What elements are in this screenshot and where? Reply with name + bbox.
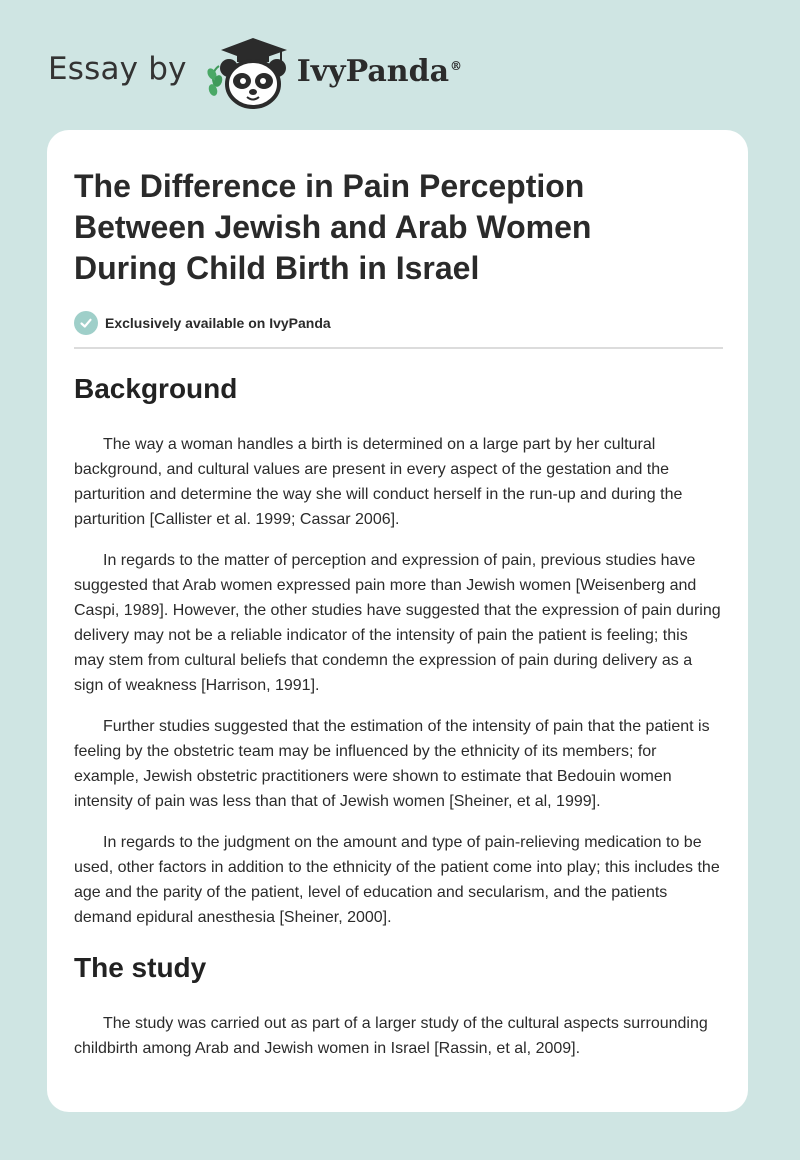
paragraph: The way a woman handles a birth is determined on a large part by her cultural background, and cultural values are present in every aspect of the gestation and the parturition and determine the way she will conduct herself in the run-up and during the parturition [Callister et al. 1999; Cassar 2006].	[74, 436, 683, 528]
site-header	[48, 34, 462, 110]
essay-card	[47, 130, 748, 1112]
essay-title: The Difference in Pain Perception Between Jewish and Arab Women During Child Birth in Israel	[74, 168, 592, 286]
registered-mark: ®	[450, 58, 463, 73]
exclusive-badge	[74, 311, 722, 335]
paragraph: In regards to the matter of perception and expression of pain, previous studies have suggested that Arab women expressed pain more than Jewish women [Weisenberg and Caspi, 1989]. However, the other studies have suggested that the expression of pain during delivery may not be a reliable indicator of the intensity of pain the patient is feeling; this may stem from cultural beliefs that condemn the expression of pain during delivery as a sign of weakness [Harrison, 1991].	[74, 552, 721, 694]
paragraph: In regards to the judgment on the amount and type of pain-relieving medication to be used, other factors in addition to the ethnicity of the patient come into play; this includes the age and the parity of the patient, level of education and secularism, and the patients demand epidural anesthesia [Sheiner, 2000].	[74, 834, 720, 926]
title-divider	[74, 347, 723, 349]
exclusive-label: Exclusively available on IvyPanda	[105, 315, 331, 331]
paragraph: Further studies suggested that the estimation of the intensity of pain that the patient is feeling by the obstetric team may be influenced by the ethnicity of its members; for example, Jewish obstetric practitioners were shown to estimate that Bedouin women intensity of pain was less than that of Jewish women [Sheiner, et al, 1999].	[74, 718, 710, 810]
brand-name[interactable]	[297, 54, 462, 89]
paragraph: The study was carried out as part of a larger study of the cultural aspects surrounding childbirth among Arab and Jewish women in Israel [Rassin, et al, 2009].	[74, 1015, 708, 1057]
section-heading-background: Background	[74, 373, 238, 404]
check-circle-icon	[74, 311, 98, 335]
essay-by-label: Essay by	[48, 51, 187, 87]
panda-graduate-logo-icon[interactable]	[201, 34, 293, 110]
section-heading-the-study: The study	[74, 952, 207, 983]
brand-text: IvyPanda	[296, 53, 450, 89]
